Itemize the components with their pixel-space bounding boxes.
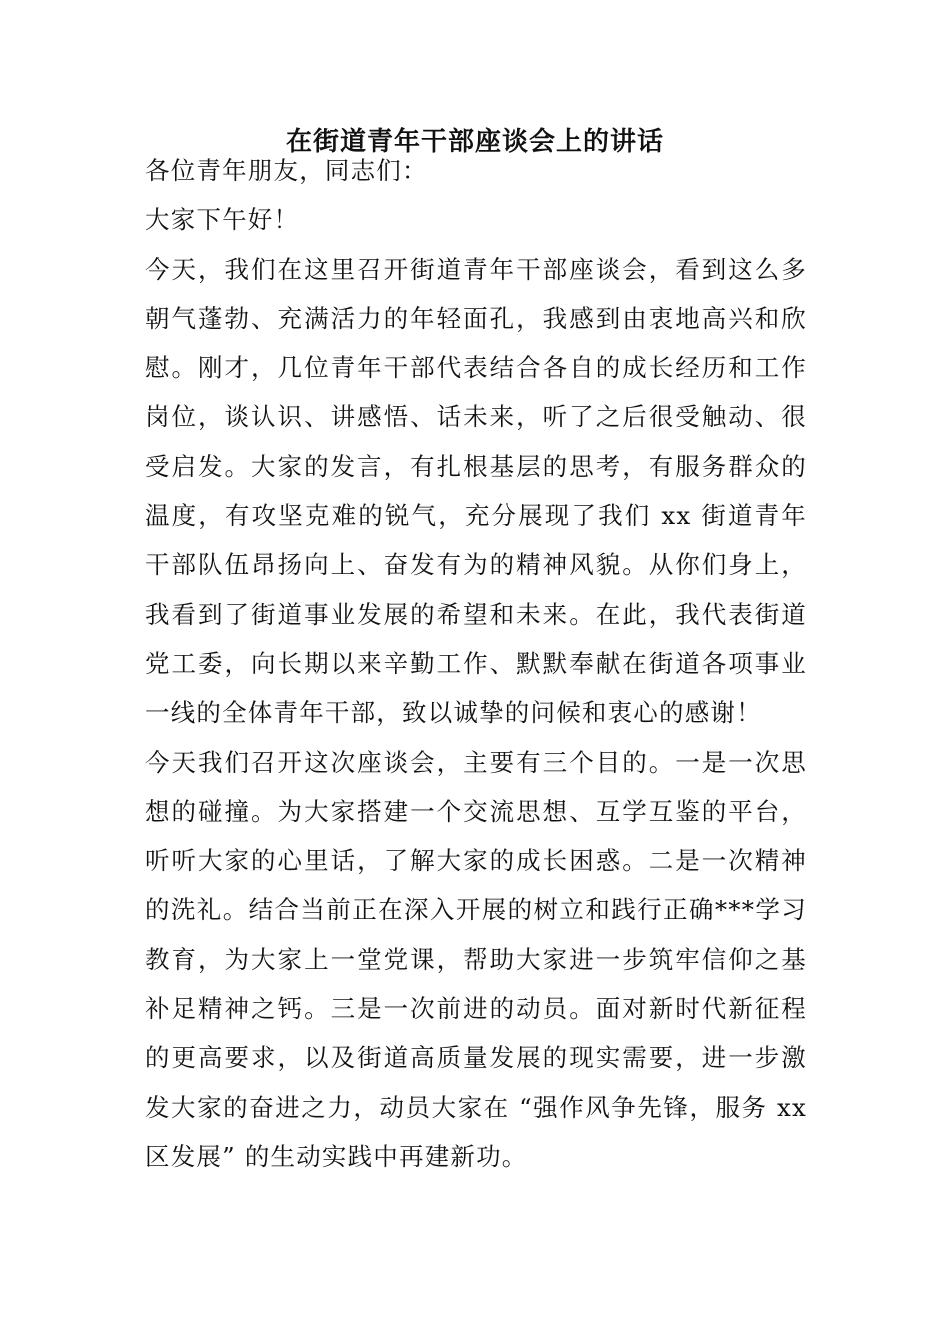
document-body bbox=[145, 146, 807, 1181]
document-title: 在街道青年干部座谈会上的讲话 bbox=[285, 127, 664, 157]
paragraph-1: 今天，我们在这里召开街道青年干部座谈会，看到这么多朝气蓬勃、充满活力的年轻面孔，我感到由衷地高兴和欣慰。刚才，几位青年干部代表结合各自的成长经历和工作岗位，谈认识、讲感悟、话未来，听了之后很受触动、很受启发。大家的发言，有扎根基层的思考，有服务群众的温度，有攻坚克难的锐气，充分展现了我们 xx 街道青年干部队伍昂扬向上、奋发有为的精神风貌。从你们身上，我看到了街道事业发展的希望和未来。在此，我代表街道党工委，向长期以来辛勤工作、默默奉献在街道各项事业一线的全体青年干部，致以诚挚的问候和衷心的感谢！ bbox=[145, 254, 807, 728]
paragraph-2: 今天我们召开这次座谈会，主要有三个目的。一是一次思想的碰撞。为大家搭建一个交流思想、互学互鉴的平台，听听大家的心里话，了解大家的成长困惑。二是一次精神的洗礼。结合当前正在深入开展的树立和践行正确***学习教育，为大家上一堂党课，帮助大家进一步筑牢信仰之基补足精神之钙。三是一次前进的动员。面对新时代新征程的更高要求，以及街道高质量发展的现实需要，进一步激发大家的奋进之力，动员大家在 “强作风争先锋，服务 xx 区发展” 的生动实践中再建新功。 bbox=[145, 747, 807, 1171]
greeting: 大家下午好！ bbox=[145, 205, 300, 235]
salutation: 各位青年朋友，同志们： bbox=[145, 156, 428, 185]
